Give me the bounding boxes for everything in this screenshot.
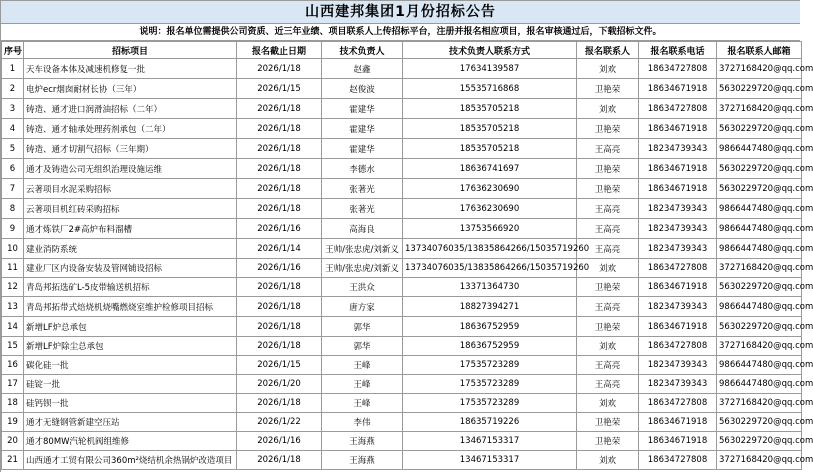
cell-contact-email: 3727168420@qq.com [717, 99, 802, 119]
cell-project: 新增LF炉除尘总承包 [24, 337, 237, 356]
cell-project: 硅钙钡一批 [24, 394, 237, 413]
cell-contact: 卫艳荣 [577, 79, 639, 99]
cell-tech-phone: 18636741697 [403, 159, 577, 179]
cell-tech-phone: 17636230690 [403, 179, 577, 199]
table-row [2, 259, 802, 278]
cell-no: 6 [2, 159, 24, 179]
cell-contact: 卫艳荣 [577, 119, 639, 139]
notice-instructions: 说明：报名单位需提供公司资质、近三年业绩、项目联系人上传招标平台，注册并报名相应项目，报名审核通过后，下载招标文件。 [1, 24, 800, 41]
cell-tech-lead: 霍建华 [322, 99, 403, 119]
cell-contact-phone: 18634727808 [639, 59, 717, 79]
cell-tech-phone: 18535705218 [403, 139, 577, 159]
cell-project: 铸造、通才进口润滑油招标（二年） [24, 99, 237, 119]
cell-deadline: 2026/1/18 [237, 317, 322, 337]
cell-no: 7 [2, 179, 24, 199]
cell-contact-email: 3727168420@qq.com [717, 59, 802, 79]
cell-tech-phone: 18827394271 [403, 297, 577, 317]
table-row [2, 413, 802, 432]
cell-contact: 刘欢 [577, 451, 639, 470]
cell-project: 铸造、通才轴承处理药剂承包（二年） [24, 119, 237, 139]
cell-contact: 刘欢 [577, 259, 639, 278]
cell-contact: 刘欢 [577, 59, 639, 79]
cell-project: 天车设备本体及减速机修复一批 [24, 59, 237, 79]
cell-tech-lead: 赵鑫 [322, 59, 403, 79]
cell-tech-lead: 张著光 [322, 179, 403, 199]
cell-tech-lead: 高海良 [322, 219, 403, 239]
cell-no: 5 [2, 139, 24, 159]
col-header-contact: 报名联系人 [577, 42, 639, 59]
cell-tech-lead: 王海燕 [322, 432, 403, 451]
cell-contact-phone: 18634727808 [639, 451, 717, 470]
cell-tech-lead: 霍建华 [322, 119, 403, 139]
cell-contact-email: 5630229720@qq.com [717, 179, 802, 199]
col-header-contact-email: 报名联系人邮箱 [717, 42, 802, 59]
cell-contact-phone: 18634671918 [639, 179, 717, 199]
table-row [2, 337, 802, 356]
cell-tech-lead: 王峰 [322, 356, 403, 375]
cell-contact: 刘欢 [577, 99, 639, 119]
col-header-tech-phone: 技术负责人联系方式 [403, 42, 577, 59]
cell-project: 铸造、通才切割气招标（三年期） [24, 139, 237, 159]
cell-tech-phone: 17535723289 [403, 356, 577, 375]
cell-contact-phone: 18634727808 [639, 99, 717, 119]
col-header-deadline: 报名截止日期 [237, 42, 322, 59]
table-row [2, 119, 802, 139]
col-header-no: 序号 [2, 42, 24, 59]
cell-contact-phone: 18234739343 [639, 297, 717, 317]
cell-contact: 王高亮 [577, 139, 639, 159]
cell-tech-lead: 王帅/张忠虎/刘新义 [322, 239, 403, 259]
table-row [2, 239, 802, 259]
cell-contact-email: 5630229720@qq.com [717, 119, 802, 139]
cell-deadline: 2026/1/18 [237, 297, 322, 317]
cell-tech-lead: 王帅/张忠虎/刘新义 [322, 259, 403, 278]
cell-contact: 卫艳荣 [577, 159, 639, 179]
cell-contact-email: 3727168420@qq.com [717, 451, 802, 470]
cell-contact-email: 9866447480@qq.com [717, 139, 802, 159]
cell-tech-lead: 赵俊波 [322, 79, 403, 99]
cell-contact-email: 3727168420@qq.com [717, 259, 802, 278]
cell-project: 青岛邦拓选矿L-5皮带输送机招标 [24, 278, 237, 297]
table-row [2, 219, 802, 239]
cell-tech-phone: 18535705218 [403, 119, 577, 139]
table-header-row [2, 42, 802, 59]
cell-contact: 王高亮 [577, 219, 639, 239]
cell-tech-lead: 唐方家 [322, 297, 403, 317]
cell-contact-email: 9866447480@qq.com [717, 375, 802, 394]
cell-deadline: 2026/1/16 [237, 219, 322, 239]
cell-tech-phone: 18635719226 [403, 413, 577, 432]
cell-tech-lead: 王海燕 [322, 451, 403, 470]
cell-project: 建业消防系统 [24, 239, 237, 259]
table-row [2, 356, 802, 375]
cell-project: 建业厂区内设备安装及管网铺设招标 [24, 259, 237, 278]
cell-deadline: 2026/1/18 [237, 59, 322, 79]
cell-contact-phone: 18634727808 [639, 259, 717, 278]
cell-project: 山西通才工贸有限公司360m²烧结机余热锅炉改造项目 [24, 451, 237, 470]
cell-contact: 王高亮 [577, 239, 639, 259]
cell-deadline: 2026/1/22 [237, 413, 322, 432]
cell-contact: 卫艳荣 [577, 317, 639, 337]
cell-project: 青岛邦拓带式焙烧机烧嘴燃烧室维护检修项目招标 [24, 297, 237, 317]
cell-contact: 卫艳荣 [577, 179, 639, 199]
cell-contact-phone: 18634671918 [639, 413, 717, 432]
cell-contact: 王高亮 [577, 356, 639, 375]
cell-deadline: 2026/1/18 [237, 337, 322, 356]
cell-project: 通才炼铁厂2#高炉布料溜槽 [24, 219, 237, 239]
cell-contact-email: 3727168420@qq.com [717, 394, 802, 413]
cell-tech-phone: 18636752959 [403, 337, 577, 356]
cell-contact-phone: 18234739343 [639, 199, 717, 219]
table-row [2, 79, 802, 99]
cell-contact-phone: 18634671918 [639, 278, 717, 297]
cell-deadline: 2026/1/18 [237, 394, 322, 413]
table-row [2, 451, 802, 470]
cell-no: 8 [2, 199, 24, 219]
cell-contact: 卫艳荣 [577, 432, 639, 451]
cell-contact-email: 9866447480@qq.com [717, 297, 802, 317]
cell-tech-phone: 13734076035/13835864266/15035719260 [403, 259, 577, 278]
cell-project: 云著项目水泥采购招标 [24, 179, 237, 199]
cell-tech-lead: 李德水 [322, 159, 403, 179]
cell-contact-email: 9866447480@qq.com [717, 199, 802, 219]
cell-contact-phone: 18634671918 [639, 79, 717, 99]
cell-contact-email: 5630229720@qq.com [717, 317, 802, 337]
cell-project: 电炉ecr烟囱耐材长协（三年） [24, 79, 237, 99]
cell-deadline: 2026/1/18 [237, 278, 322, 297]
cell-tech-lead: 王峰 [322, 375, 403, 394]
cell-project: 通才80MW汽轮机阀组维修 [24, 432, 237, 451]
cell-project: 通才及铸造公司无组织治理设施运维 [24, 159, 237, 179]
cell-tech-phone: 17535723289 [403, 375, 577, 394]
cell-tech-lead: 李伟 [322, 413, 403, 432]
cell-contact-phone: 18634727808 [639, 394, 717, 413]
cell-tech-phone: 13753566920 [403, 219, 577, 239]
cell-no: 14 [2, 317, 24, 337]
cell-tech-phone: 13467153317 [403, 432, 577, 451]
cell-deadline: 2026/1/18 [237, 139, 322, 159]
cell-no: 18 [2, 394, 24, 413]
cell-contact-phone: 18634671918 [639, 432, 717, 451]
cell-project: 云著项目机红砖采购招标 [24, 199, 237, 219]
cell-contact: 王高亮 [577, 199, 639, 219]
cell-deadline: 2026/1/16 [237, 259, 322, 278]
cell-tech-lead: 郭华 [322, 337, 403, 356]
cell-no: 4 [2, 119, 24, 139]
cell-no: 17 [2, 375, 24, 394]
cell-project: 碳化硅一批 [24, 356, 237, 375]
cell-tech-phone: 17636230690 [403, 199, 577, 219]
cell-contact-phone: 18634727808 [639, 337, 717, 356]
cell-no: 11 [2, 259, 24, 278]
cell-tech-lead: 王峰 [322, 394, 403, 413]
cell-no: 20 [2, 432, 24, 451]
table-body [2, 59, 813, 470]
table-row [2, 375, 802, 394]
table-row [2, 297, 802, 317]
table-row [2, 179, 802, 199]
cell-contact-phone: 18234739343 [639, 239, 717, 259]
cell-no: 19 [2, 413, 24, 432]
cell-project: 硅锭一批 [24, 375, 237, 394]
cell-contact-phone: 18634671918 [639, 159, 717, 179]
cell-no: 2 [2, 79, 24, 99]
cell-deadline: 2026/1/18 [237, 451, 322, 470]
col-header-tech-lead: 技术负责人 [322, 42, 403, 59]
cell-contact-email: 5630229720@qq.com [717, 432, 802, 451]
cell-tech-lead: 郭华 [322, 317, 403, 337]
col-header-contact-phone: 报名联系电话 [639, 42, 717, 59]
table-row [2, 139, 802, 159]
cell-contact-phone: 18234739343 [639, 375, 717, 394]
cell-deadline: 2026/1/20 [237, 375, 322, 394]
table-row [2, 159, 802, 179]
cell-no: 3 [2, 99, 24, 119]
table-row [2, 317, 802, 337]
cell-contact-email: 5630229720@qq.com [717, 79, 802, 99]
col-header-project: 招标项目 [24, 42, 237, 59]
table-row [2, 278, 802, 297]
cell-deadline: 2026/1/18 [237, 99, 322, 119]
cell-contact-email: 3727168420@qq.com [717, 337, 802, 356]
cell-deadline: 2026/1/18 [237, 199, 322, 219]
table-row [2, 59, 802, 79]
cell-contact-phone: 18634671918 [639, 119, 717, 139]
cell-no: 21 [2, 451, 24, 470]
cell-contact-email: 9866447480@qq.com [717, 356, 802, 375]
notice-title: 山西建邦集团1月份招标公告 [1, 0, 800, 24]
cell-deadline: 2026/1/15 [237, 79, 322, 99]
cell-no: 1 [2, 59, 24, 79]
cell-no: 16 [2, 356, 24, 375]
cell-no: 15 [2, 337, 24, 356]
cell-contact-email: 9866447480@qq.com [717, 219, 802, 239]
cell-contact: 刘欢 [577, 394, 639, 413]
cell-tech-phone: 18535705218 [403, 99, 577, 119]
table-row [2, 394, 802, 413]
table-row [2, 199, 802, 219]
cell-tech-lead: 霍建华 [322, 139, 403, 159]
cell-no: 13 [2, 297, 24, 317]
cell-contact-phone: 18234739343 [639, 356, 717, 375]
cell-no: 10 [2, 239, 24, 259]
cell-contact-email: 9866447480@qq.com [717, 239, 802, 259]
cell-deadline: 2026/1/18 [237, 119, 322, 139]
cell-contact-phone: 18234739343 [639, 219, 717, 239]
cell-project: 通才无缝钢管新建空压站 [24, 413, 237, 432]
tender-table [1, 41, 813, 470]
cell-no: 9 [2, 219, 24, 239]
cell-contact: 刘欢 [577, 337, 639, 356]
cell-tech-phone: 17535723289 [403, 394, 577, 413]
cell-contact-phone: 18634671918 [639, 317, 717, 337]
cell-contact: 卫艳荣 [577, 278, 639, 297]
cell-contact: 卫艳荣 [577, 413, 639, 432]
cell-contact-email: 5630229720@qq.com [717, 159, 802, 179]
cell-contact: 王高亮 [577, 297, 639, 317]
cell-project: 新增LF炉总承包 [24, 317, 237, 337]
table-row [2, 99, 802, 119]
cell-deadline: 2026/1/15 [237, 356, 322, 375]
cell-no: 12 [2, 278, 24, 297]
cell-deadline: 2026/1/16 [237, 432, 322, 451]
cell-contact-email: 5630229720@qq.com [717, 413, 802, 432]
cell-contact-phone: 18234739343 [639, 139, 717, 159]
cell-tech-phone: 13467153317 [403, 451, 577, 470]
cell-tech-lead: 张著光 [322, 199, 403, 219]
table-row [2, 432, 802, 451]
cell-contact: 王高亮 [577, 375, 639, 394]
cell-tech-phone: 13734076035/13835864266/15035719260 [403, 239, 577, 259]
cell-tech-phone: 17634139587 [403, 59, 577, 79]
cell-deadline: 2026/1/18 [237, 159, 322, 179]
cell-tech-lead: 王洪众 [322, 278, 403, 297]
cell-deadline: 2026/1/14 [237, 239, 322, 259]
cell-tech-phone: 18636752959 [403, 317, 577, 337]
cell-contact-email: 5630229720@qq.com [717, 278, 802, 297]
cell-tech-phone: 13371364730 [403, 278, 577, 297]
cell-deadline: 2026/1/18 [237, 179, 322, 199]
cell-tech-phone: 15535716868 [403, 79, 577, 99]
